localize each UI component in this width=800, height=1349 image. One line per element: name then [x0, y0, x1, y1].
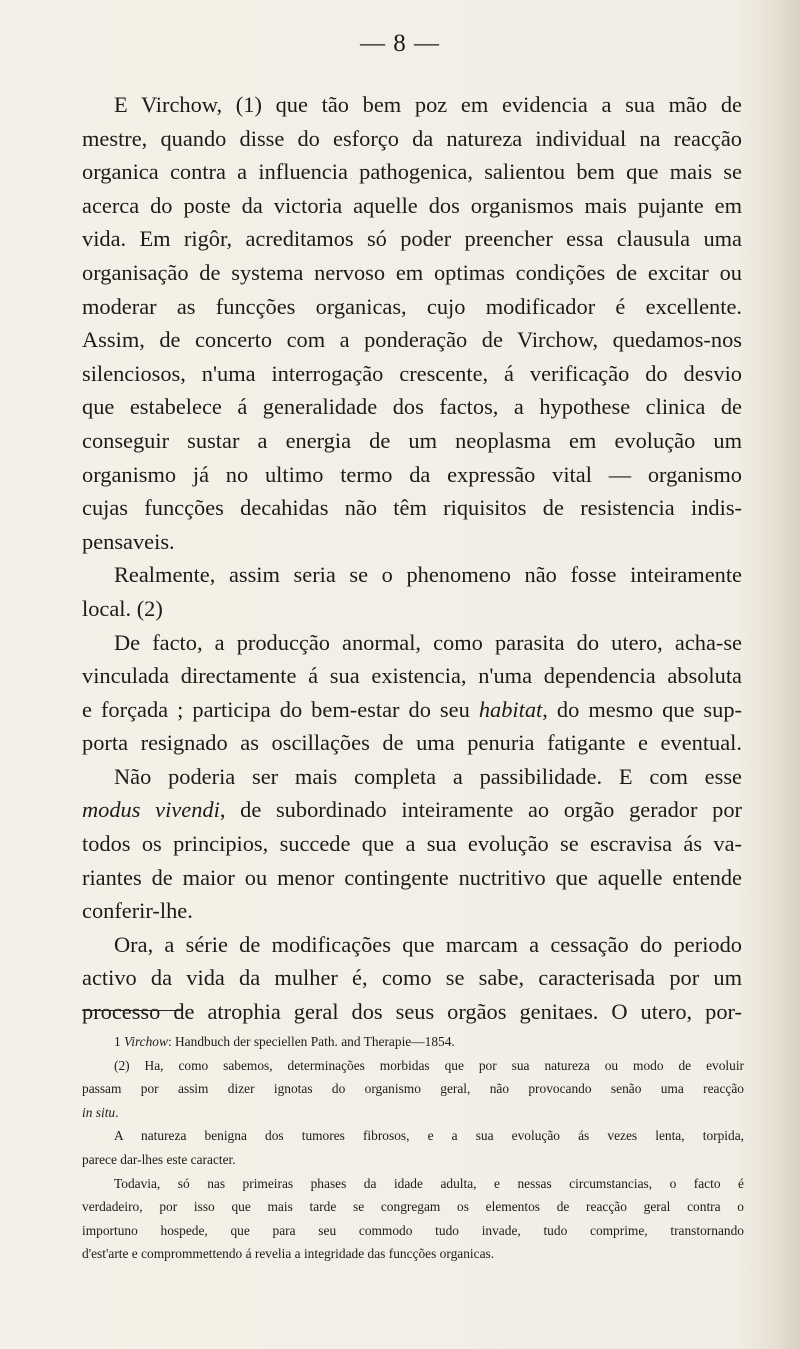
text-line: activo da vida da mulher é, como se sabe, caracterisada por um	[82, 965, 742, 991]
text-line: moderar as funcções organicas, cujo modificador é excellente.	[82, 293, 742, 319]
text-line: vida. Em rigôr, acreditamos só poder preencher essa clausula uma	[82, 226, 742, 252]
text-line-with-italic	[82, 793, 742, 827]
text-line: silenciosos, n'uma interrogação crescente, á verificação do desvio	[82, 360, 742, 386]
footnote-4-line: importuno hospede, que para seu commodo tudo invade, tudo comprime, transtornando	[82, 1222, 744, 1238]
text-segment: .	[115, 1104, 119, 1120]
text-line: Não poderia ser mais completa a passibilidade. E com esse	[114, 763, 742, 789]
text-line: vinculada directamente á sua existencia, n'uma dependencia absoluta	[82, 663, 742, 689]
text-line-with-italic	[82, 693, 742, 727]
text-line: conseguir sustar a energia de um neoplasma em evolução um	[82, 427, 742, 453]
text-line: acerca do poste da victoria aquelle dos organismos mais pujante em	[82, 192, 742, 218]
text-line: porta resignado as oscillações de uma penuria fatigante e eventual.	[82, 730, 742, 756]
footnote-4-line: d'est'arte e comprommettendo á revelia a integridade das funcções organicas.	[82, 1246, 495, 1262]
footnote-3-line: parece dar-lhes este caracter.	[82, 1151, 236, 1167]
text-segment: , de subordinado inteiramente ao orgão gerador por	[219, 797, 742, 823]
text-line: conferir-lhe.	[82, 898, 193, 924]
italic-term: in situ	[82, 1104, 116, 1120]
italic-term: Virchow	[124, 1034, 168, 1049]
text-segment: : Handbuch der speciellen Path. and Therapie—1854.	[167, 1034, 455, 1049]
text-line: organisação de systema nervoso em optimas condições de excitar ou	[82, 259, 742, 285]
footnote-number: 1	[114, 1034, 125, 1049]
text-line: todos os principios, succede que a sua evolução se escravisa ás va-	[82, 831, 742, 857]
footnote-4-line: Todavia, só nas primeiras phases da idade adulta, e nessas circumstancias, o facto é	[114, 1175, 744, 1191]
page-number: — 8 —	[360, 30, 440, 57]
text-line: E Virchow, (1) que tão bem poz em evidencia a sua mão de	[114, 92, 742, 117]
footnotes	[82, 1030, 744, 1266]
text-line: Ora, a série de modificações que marcam a cessação do periodo	[114, 931, 742, 957]
italic-term: modus vivendi	[82, 797, 220, 823]
italic-term: habitat	[478, 696, 543, 722]
text-line: riantes de maior ou menor contingente nuctritivo que aquelle entende	[82, 864, 742, 890]
text-line: De facto, a producção anormal, como parasita do utero, acha-se	[114, 629, 742, 655]
footnote-2-line: (2) Ha, como sabemos, determinações morbidas que por sua natureza ou modo de evoluir	[114, 1057, 744, 1073]
main-text	[82, 88, 742, 1029]
footnote-1	[82, 1030, 744, 1054]
text-line: organismo já no ultimo termo da expressão vital — organismo	[82, 461, 742, 487]
text-line: Assim, de concerto com a ponderação de Virchow, quedamos-nos	[82, 327, 742, 353]
text-line: pensaveis.	[82, 528, 175, 554]
footnote-2-line	[82, 1101, 744, 1125]
text-segment: , do mesmo que sup-	[542, 696, 742, 722]
text-segment: e forçada ; participa do bem-estar do seu	[82, 696, 479, 722]
text-line: processo de atrophia geral dos seus orgãos genitaes. O utero, por-	[82, 999, 742, 1025]
text-line: que estabelece á generalidade dos factos, a hypothese clinica de	[82, 394, 742, 420]
footnote-4-line: verdadeiro, por isso que mais tarde se congregam os elementos de reacção geral contra o	[82, 1199, 744, 1215]
text-line: organica contra a influencia pathogenica, salientou bem que mais se	[82, 159, 742, 185]
footnote-3-line: A natureza benigna dos tumores fibrosos, e a sua evolução ás vezes lenta, torpida,	[114, 1128, 744, 1144]
text-line: Realmente, assim seria se o phenomeno não fosse inteiramente	[114, 562, 742, 588]
footnote-divider	[82, 1010, 182, 1011]
footnote-2-line: passam por assim dizer ignotas do organismo geral, não provocando senão uma reacção	[82, 1081, 744, 1097]
text-line: mestre, quando disse do esforço da natureza individual na reacção	[82, 125, 742, 151]
text-line: local. (2)	[82, 595, 163, 621]
text-line: cujas funcções decahidas não têm riquisitos de resistencia indis-	[82, 495, 742, 521]
